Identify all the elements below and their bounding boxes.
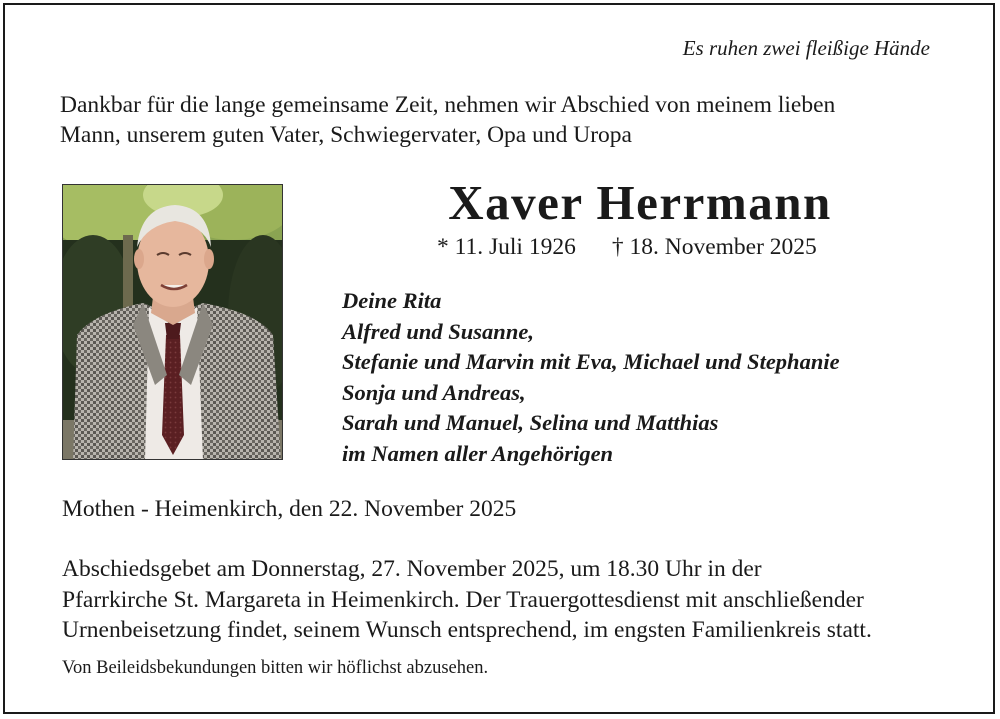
family-line: im Namen aller Angehörigen xyxy=(342,440,614,466)
family-line: Stefanie und Marvin mit Eva, Michael und Stephanie xyxy=(342,349,840,374)
family-signatures xyxy=(342,286,840,469)
life-dates xyxy=(437,234,817,261)
place-date: Mothen - Heimenkirch, den 22. November 2025 xyxy=(62,496,517,522)
intro-line: Mann, unserem guten Vater, Schwiegervater, Opa und Uropa xyxy=(60,122,632,148)
deceased-name: Xaver Herrmann xyxy=(448,175,832,230)
family-line: Sonja und Andreas, xyxy=(342,379,526,405)
service-line: Urnenbeisetzung findet, seinem Wunsch entsprechend, im engsten Familienkreis statt. xyxy=(62,617,872,643)
intro-text xyxy=(60,90,940,150)
intro-line: Dankbar für die lange gemeinsame Zeit, nehmen wir Abschied von meinem lieben xyxy=(60,92,836,118)
portrait-photo xyxy=(62,184,283,460)
family-line: Alfred und Susanne, xyxy=(342,318,534,344)
family-line: Deine Rita xyxy=(342,288,442,313)
motto: Es ruhen zwei fleißige Hände xyxy=(682,36,930,60)
condolence-note: Von Beileidsbekundungen bitten wir höflichst abzusehen. xyxy=(62,658,489,678)
family-line: Sarah und Manuel, Selina und Matthias xyxy=(342,410,719,435)
birth-date: * 11. Juli 1926 xyxy=(437,234,576,260)
death-date: † 18. November 2025 xyxy=(611,234,817,260)
service-line: Abschiedsgebet am Donnerstag, 27. November 2025, um 18.30 Uhr in der xyxy=(62,556,762,582)
service-line: Pfarrkirche St. Margareta in Heimenkirch. Der Trauergottesdienst mit anschließender xyxy=(62,586,864,613)
service-info xyxy=(62,554,872,646)
